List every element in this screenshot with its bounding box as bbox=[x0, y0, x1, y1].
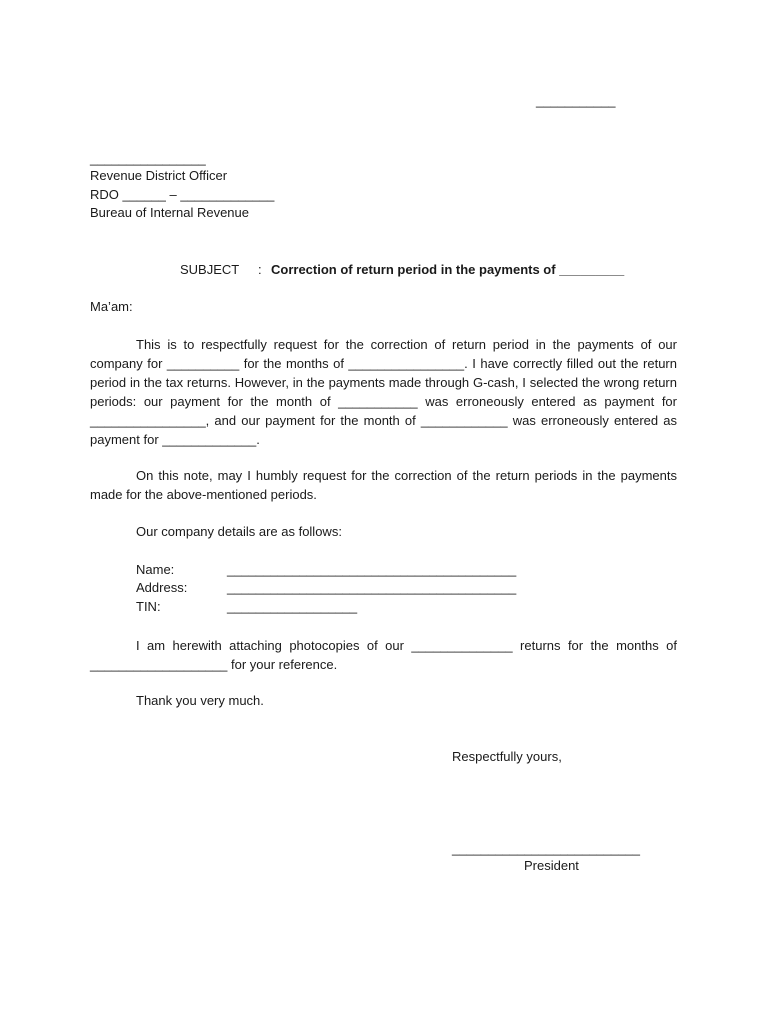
thanks-line: Thank you very much. bbox=[136, 693, 264, 708]
body-paragraph-1: This is to respectfully request for the correction of return period in the payments of our company for __________ for the months of ________________. I have correctly filled out the return period in the tax returns. However, in the payments made through G-cash, I selected the wrong return periods: our payment for the month of ___________ was erroneously entered as payment for ________________, and our payment for the month of ____________ was erroneously entered as payment for _____________. bbox=[90, 337, 677, 447]
closing-line: Respectfully yours, bbox=[452, 749, 562, 764]
name-label: Name: bbox=[136, 562, 175, 577]
tin-blank: __________________ bbox=[227, 599, 358, 614]
signature-line: __________________________ bbox=[452, 841, 640, 856]
name-blank: ________________________________________ bbox=[227, 562, 517, 577]
body-paragraph-3: I am herewith attaching photocopies of our ______________ returns for the months of ___________________ for your reference. bbox=[90, 638, 677, 672]
details-intro: Our company details are as follows: bbox=[136, 524, 342, 539]
addressee-line-2: RDO ______ – _____________ bbox=[90, 187, 275, 202]
salutation: Ma’am: bbox=[90, 299, 133, 314]
addressee-name-blank: ________________ bbox=[90, 151, 206, 166]
addressee-line-3: Bureau of Internal Revenue bbox=[90, 205, 249, 220]
address-label: Address: bbox=[136, 580, 188, 595]
signature-title: President bbox=[524, 858, 579, 873]
subject-colon: : bbox=[258, 262, 262, 277]
subject-text: Correction of return period in the payments of _________ bbox=[271, 262, 625, 277]
addressee-line-1: Revenue District Officer bbox=[90, 168, 228, 183]
address-blank: ________________________________________ bbox=[227, 580, 517, 595]
tin-label: TIN: bbox=[136, 599, 161, 614]
date-blank: ___________ bbox=[536, 93, 616, 108]
body-paragraph-2: On this note, may I humbly request for the correction of the return periods in the payments made for the above-mentioned periods. bbox=[90, 468, 677, 502]
subject-label: SUBJECT bbox=[180, 262, 240, 277]
